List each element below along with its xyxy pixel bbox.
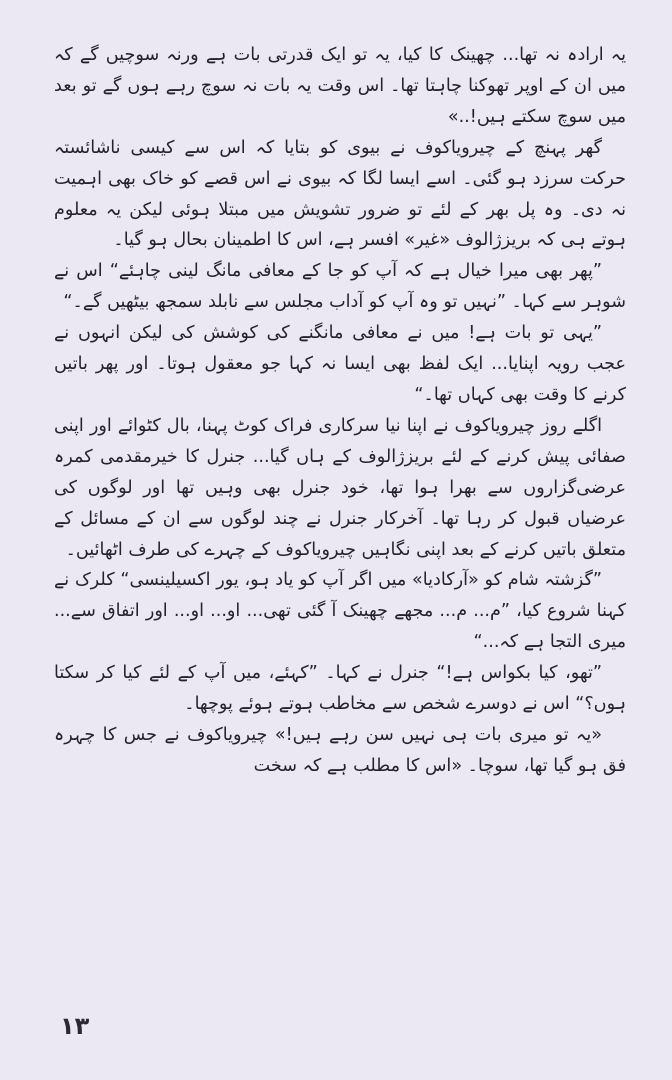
paragraph: یہ ارادہ نہ تھا... چھینک کا کیا، یہ تو ایک قدرتی بات ہے ورنہ سوچیں گے کہ میں ان کے اوپر تھوکنا چاہتا تھا۔ اس وقت یہ بات نہ سوچ رہے ہوں گے تو بعد میں سوچ سکتے ہیں!..»: [54, 45, 626, 127]
paragraph: ”یہی تو بات ہے! میں نے معافی مانگنے کی کوشش کی لیکن انہوں نے عجب رویہ اپنایا... ایک لفظ بھی ایسا نہ کہا جو معقول ہوتا۔ اور پھر باتیں کرنے کا وقت بھی کہاں تھا۔“: [54, 323, 626, 405]
paragraph: «یہ تو میری بات ہی نہیں سن رہے ہیں!» چیرویاکوف نے جس کا چہرہ فق ہو گیا تھا، سوچا۔ «اس کا مطلب ہے کہ سخت: [54, 724, 626, 776]
body-text: [54, 40, 626, 782]
page-number: ۱۳: [60, 1012, 90, 1040]
paragraph: ”تھو، کیا بکواس ہے!“ جنرل نے کہا۔ ”کہئے، میں آپ کے لئے کیا کر سکتا ہوں؟“ اس نے دوسرے شخص سے مخاطب ہوتے ہوئے پوچھا۔: [54, 663, 626, 715]
paragraph: اگلے روز چیرویاکوف نے اپنا نیا سرکاری فراک کوٹ پہنا، بال کٹوائے اور اپنی صفائی پیش کرنے کے لئے بریزژالوف کے ہاں گیا... جنرل کا خیرمقدمی کمرہ عرضی‌گزاروں سے بھرا ہوا تھا، خود جنرل بھی وہیں تھا اور لوگوں کی عرضیاں قبول کر رہا تھا۔ آخرکار جنرل نے چند لوگوں سے ان کے مسائل کے متعلق باتیں کرنے کے بعد اپنی نگاہیں چیرویاکوف کے چہرے کی طرف اٹھائیں۔: [54, 415, 626, 560]
paragraph: گھر پہنچ کے چیرویاکوف نے بیوی کو بتایا کہ اس سے کیسی ناشائستہ حرکت سرزد ہو گئی۔ اسے ایسا لگا کہ بیوی نے اس قصے کو خاک بھی اہمیت نہ دی۔ وہ پل بھر کے لئے تو ضرور تشویش میں مبتلا ہوئی لیکن یہ معلوم ہوتے ہی کہ بریزژالوف «غیر» افسر ہے، اس کا اطمینان بحال ہو گیا۔: [54, 137, 626, 251]
paragraph: ”گزشتہ شام کو «آرکادیا» میں اگر آپ کو یاد ہو، یور اکسیلینسی“ کلرک نے کہنا شروع کیا، ”م... م... مجھے چھینک آ گئی تھی... او... او... اور اتفاق سے... میری التجا ہے کہ...“: [54, 570, 626, 653]
paragraph: ”پھر بھی میرا خیال ہے کہ آپ کو جا کے معافی مانگ لینی چاہئے“ اس نے شوہر سے کہا۔ ”نہیں تو وہ آپ کو آداب مجلس سے نابلد سمجھ بیٹھیں گے۔“: [54, 261, 626, 313]
